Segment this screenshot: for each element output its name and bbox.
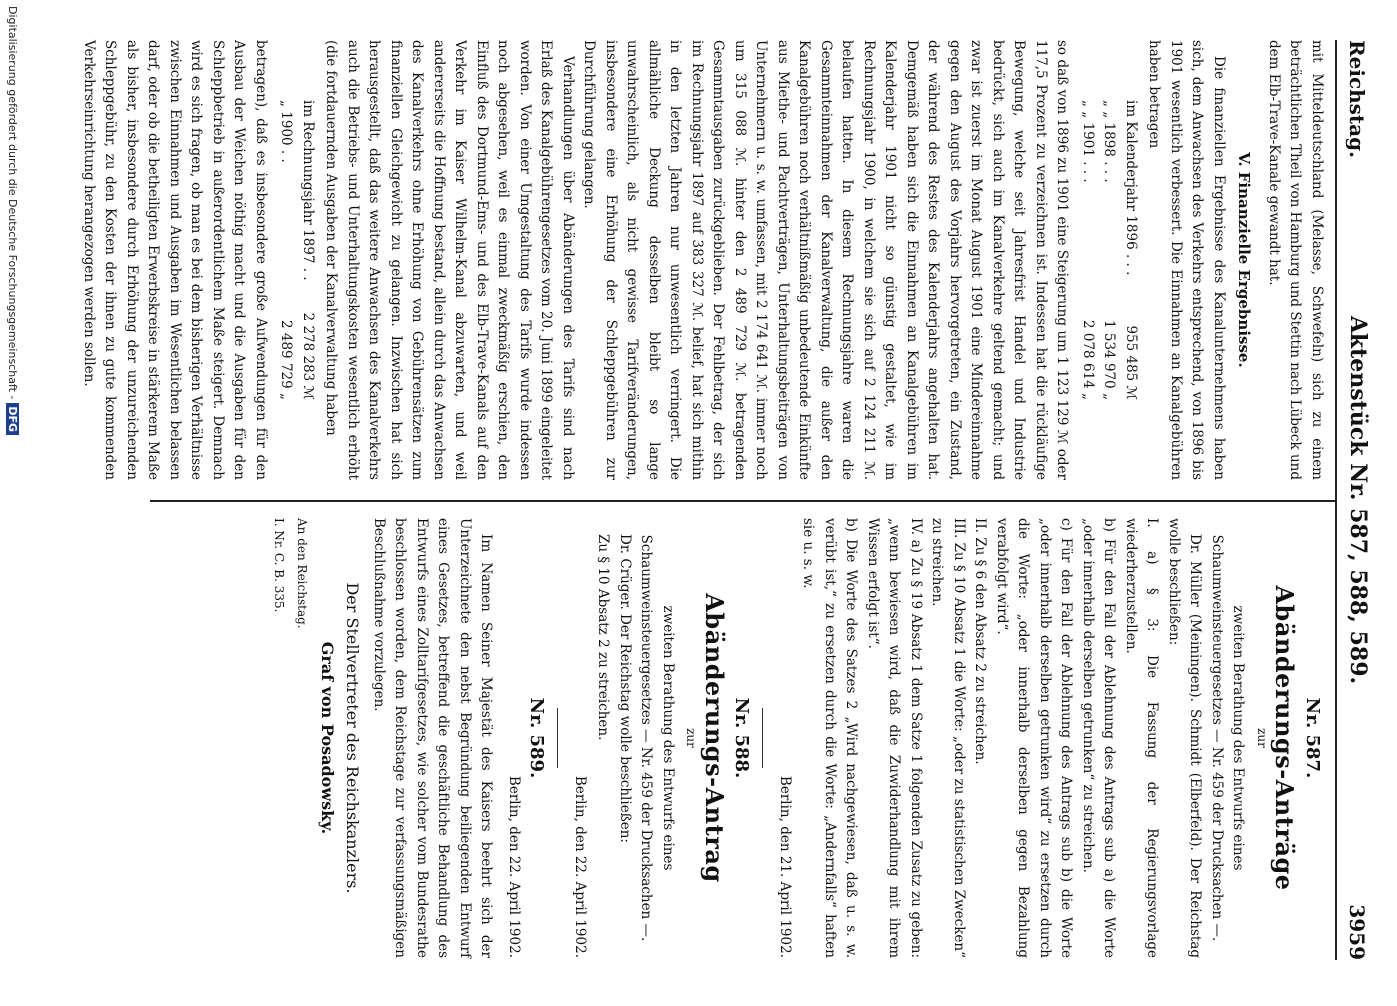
credit-text: Digitalisierung gefördert durch die Deutsche Forschungsgemeinschaft - (6, 6, 19, 400)
list-item: II. Zu § 6 den Absatz 2 zu streichen. (972, 518, 989, 765)
date-587: Berlin, den 21. April 1902. (777, 775, 793, 958)
expense-table (275, 100, 318, 480)
section-title: V. Finanzielle Ergebnisse. (1235, 152, 1254, 368)
right-column (266, 518, 1328, 958)
paragraph: betragen), daß es insbesondere große Aufwendungen für den Ausbau der Weichen nöthig macht und die Ausgaben für den Schleppbetrieb in außerordentlichem Maße steigert. Demnach wird es sich fragen, ob man es bei dem bisherigen Verhältnisse zwischen Einnahmen und Ausgaben im Wesentlichen belassen darf, oder ob die betheiligten Erwerbskreise in stärkerem Maße als bisher, insbesondere durch Erhöhung der unzureichenden Schleppgebühr, zu den Kosten der ihnen zu gute kommenden Verkehrseinrichtung herangezogen werden sollen. (81, 40, 269, 480)
paragraph-589: Im Namen Seiner Majestät des Kaisers beehrt sich der Unterzeichnete den nebst Begründung beiliegenden Entwurf eines Gesetzes, betreffend die geschäftliche Behandlung des Entwurfs eines Zolltarifgesetzes, wie solcher vom Bundesrathe beschlossen worden, dem Reichstage zur verfassungsmäßigen Beschlußnahme vorzulegen. (371, 518, 495, 958)
signature-title: Der Stellvertreter des Reichskanzlers. (343, 582, 363, 894)
paragraph: Die finanziellen Ergebnisse des Kanalunternehmens haben sich, dem Anwachsen des Verkehrs entsprechend, von 1896 bis 1901 wesentlich verbessert. Die Einnahmen an Kanalgebühren haben betragen (1146, 40, 1227, 480)
table-row: im Kalenderjahr 1896 . . . 955 485 ℳ (1123, 100, 1139, 400)
table-row: „ „ 1901 . . . 2 078 614 „ (1080, 100, 1096, 400)
list-item: c) Für den Fall der Ablehnung des Antrags sub b) die Worte „oder innerhalb derselben getrunken wird“ zu ersetzen durch die Worte: „oder innerhalb derselben gegen Bezahlung verabfolgt wird“. (994, 518, 1075, 958)
authors-588: Dr. Crüger. Der Reichstag wolle beschließen: (617, 534, 633, 843)
separator (763, 708, 764, 768)
dfg-logo: DFG (6, 403, 19, 435)
paragraph: Verhandlungen über Abänderungen des Tarifs sind nach Erlaß des Kanalgebührengesetzes vom 20. Juni 1899 eingeleitet worden. Von einer Umgestaltung des Tarifs wurde indessen noch abgesehen, weil es einmal zweckmäßig erschien, den Einfluß des Dortmund-Ems- und des Elb-Trave-Kanals auf den Verkehr im Kaiser Wilhelm-Kanal abzuwarten, und weil andererseits die Hoffnung bestand, allein durch das Anwachsen des Kanalverkehrs ohne Erhöhung von Gebührensätzen zum finanziellen Gleichgewicht zu gelangen. Inzwischen hat sich herausgestellt, daß das weitere Anwachsen des Kanalverkehrs auch die Betriebs- und Unterhaltungskosten wesentlich erhöht (die fortdauernden Ausgaben der Kanalverwaltung haben (323, 40, 576, 480)
header-rule (1335, 40, 1337, 960)
doc-title-588: Abänderungs-Antrag (700, 593, 729, 883)
revenue-table (1077, 100, 1142, 480)
zur-label: zur (684, 728, 699, 748)
doc-number-587: Nr. 587. (1302, 697, 1323, 779)
date-588: Berlin, den 22. April 1902. (572, 775, 588, 958)
doc-title-587: Abänderungs-Anträge (1270, 585, 1300, 891)
table-row: „ „ 1898 . . . 1 534 970 „ (1101, 100, 1118, 400)
header-left: Reichstag. (1345, 40, 1369, 159)
page-header (1341, 40, 1375, 960)
doc-subtitle-587: zweiten Berathung des Entwurfs eines Schaumweinsteuergesetzes — Nr. 459 der Drucksachen —. (1209, 534, 1247, 942)
list-item: b) Die Worte des Satzes 2 „Wird nachgewiesen, daß u. s. w. verübt ist,“ zu ersetzen durch die Worte: „Andernfalls“ haften sie u. s. w. (800, 518, 860, 958)
left-column (78, 40, 1328, 480)
authors-587: Dr. Müller (Meiningen). Schmidt (Elberfeld). Der Reichstag wolle beschließen: (1166, 518, 1204, 958)
digitization-credit (6, 0, 19, 1006)
signature-name: Graf von Posadowsky. (318, 641, 337, 835)
doc-number-589: Nr. 589. (526, 697, 548, 779)
amendment-list-587 (797, 518, 1163, 958)
column-divider (150, 500, 1335, 502)
addressee: An den Reichstag. (295, 518, 310, 629)
intro-paragraph: mit Mitteldeutschland (Melasse, Schwefeln) sich zu einem beträchtlichen Theil von Hamburg und Stettin nach Lübeck und dem Elb-Trave-Kanale gewandt hat. (1266, 40, 1325, 480)
list-item: I. a) § 3: Die Fassung der Regierungsvorlage wiederherzustellen. (1123, 518, 1161, 958)
table-row: im Rechnungsjahr 1897 . . 2 278 283 ℳ (300, 100, 316, 400)
separator (558, 708, 559, 768)
table-row: „ 1900 . . 2 489 729 „ (278, 100, 295, 400)
list-item: b) Für den Fall der Ablehnung des Antrags sub a) die Worte „oder innerhalb derselben getrunken“ zu streichen. (1080, 518, 1118, 958)
paragraph: so daß von 1896 zu 1901 eine Steigerung um 1 123 129 ℳ oder 117,5 Prozent zu verzeichnen ist. Indessen hat die rückläufige Bewegung, welche seit Jahresfrist Handel und Industrie bedrückt, sich auch im Kanalverkehre geltend gemacht; und zwar ist zuerst im Monat August 1901 eine Mindereinnahme gegen den August des Vorjahrs hervorgetreten, ein Zustand, der während des Restes des Kalenderjahrs angehalten hat. Demgemäß haben sich die Einnahmen an Kanalgebühren im Kalenderjahr 1901 nicht so günstig gestaltet, wie im Rechnungsjahr 1900, in welchem sie sich auf 2 124 211 ℳ. belaufen hatten. In diesem Rechnungsjahre waren die Gesammteinnahmen der Kanalverwaltung, die außer den Kanalgebühren noch verhältnißmäßig unbedeutende Einkünfte aus Miethe- und Pachtverträgen, Unterhaltungsbeiträgen von Unternehmern u. s. w. umfassen, mit 2 174 641 ℳ. immer noch um 315 088 ℳ. hinter den 2 489 729 ℳ. betragenden Gesammtausgaben zurückgeblieben. Der Fehlbetrag, der sich im Rechnungsjahr 1897 auf 383 327 ℳ. belief, hat sich mithin in den letzten Jahren nur unwesentlich verringert. Die allmähliche Deckung desselben bleibt so lange unwahrscheinlich, als nicht gewisse Tarifveränderungen, insbesondere eine Erhöhung der Schleppgebühren zur Durchführung gelangen. (581, 40, 1071, 480)
page-number: 3959 (1345, 904, 1369, 960)
list-item: III. Zu § 10 Absatz 1 die Worte: „oder zu statistischen Zwecken“ zu streichen. (929, 518, 967, 958)
amendment-588: Zu § 10 Absatz 2 zu streichen. (595, 534, 612, 741)
doc-number-588: Nr. 588. (731, 697, 753, 779)
zur-label: zur (1255, 728, 1269, 748)
doc-subtitle-588: zweiten Berathung des Entwurfs eines Schaumweinsteuergesetzes — Nr. 459 der Drucksachen —. (638, 534, 676, 942)
header-title: Aktenstück Nr. 587, 588, 589. (1345, 315, 1371, 685)
reference-number: I. Nr. C. B. 335. (272, 518, 286, 613)
date-589: Berlin, den 22. April 1902. (506, 775, 522, 958)
list-item: IV. a) Zu § 19 Absatz 1 dem Satze 1 folgenden Zusatz zu geben: „wenn bewiesen wird, daß die Zuwiderhandlung mit ihrem Wissen erfolgt ist“. (865, 518, 924, 958)
